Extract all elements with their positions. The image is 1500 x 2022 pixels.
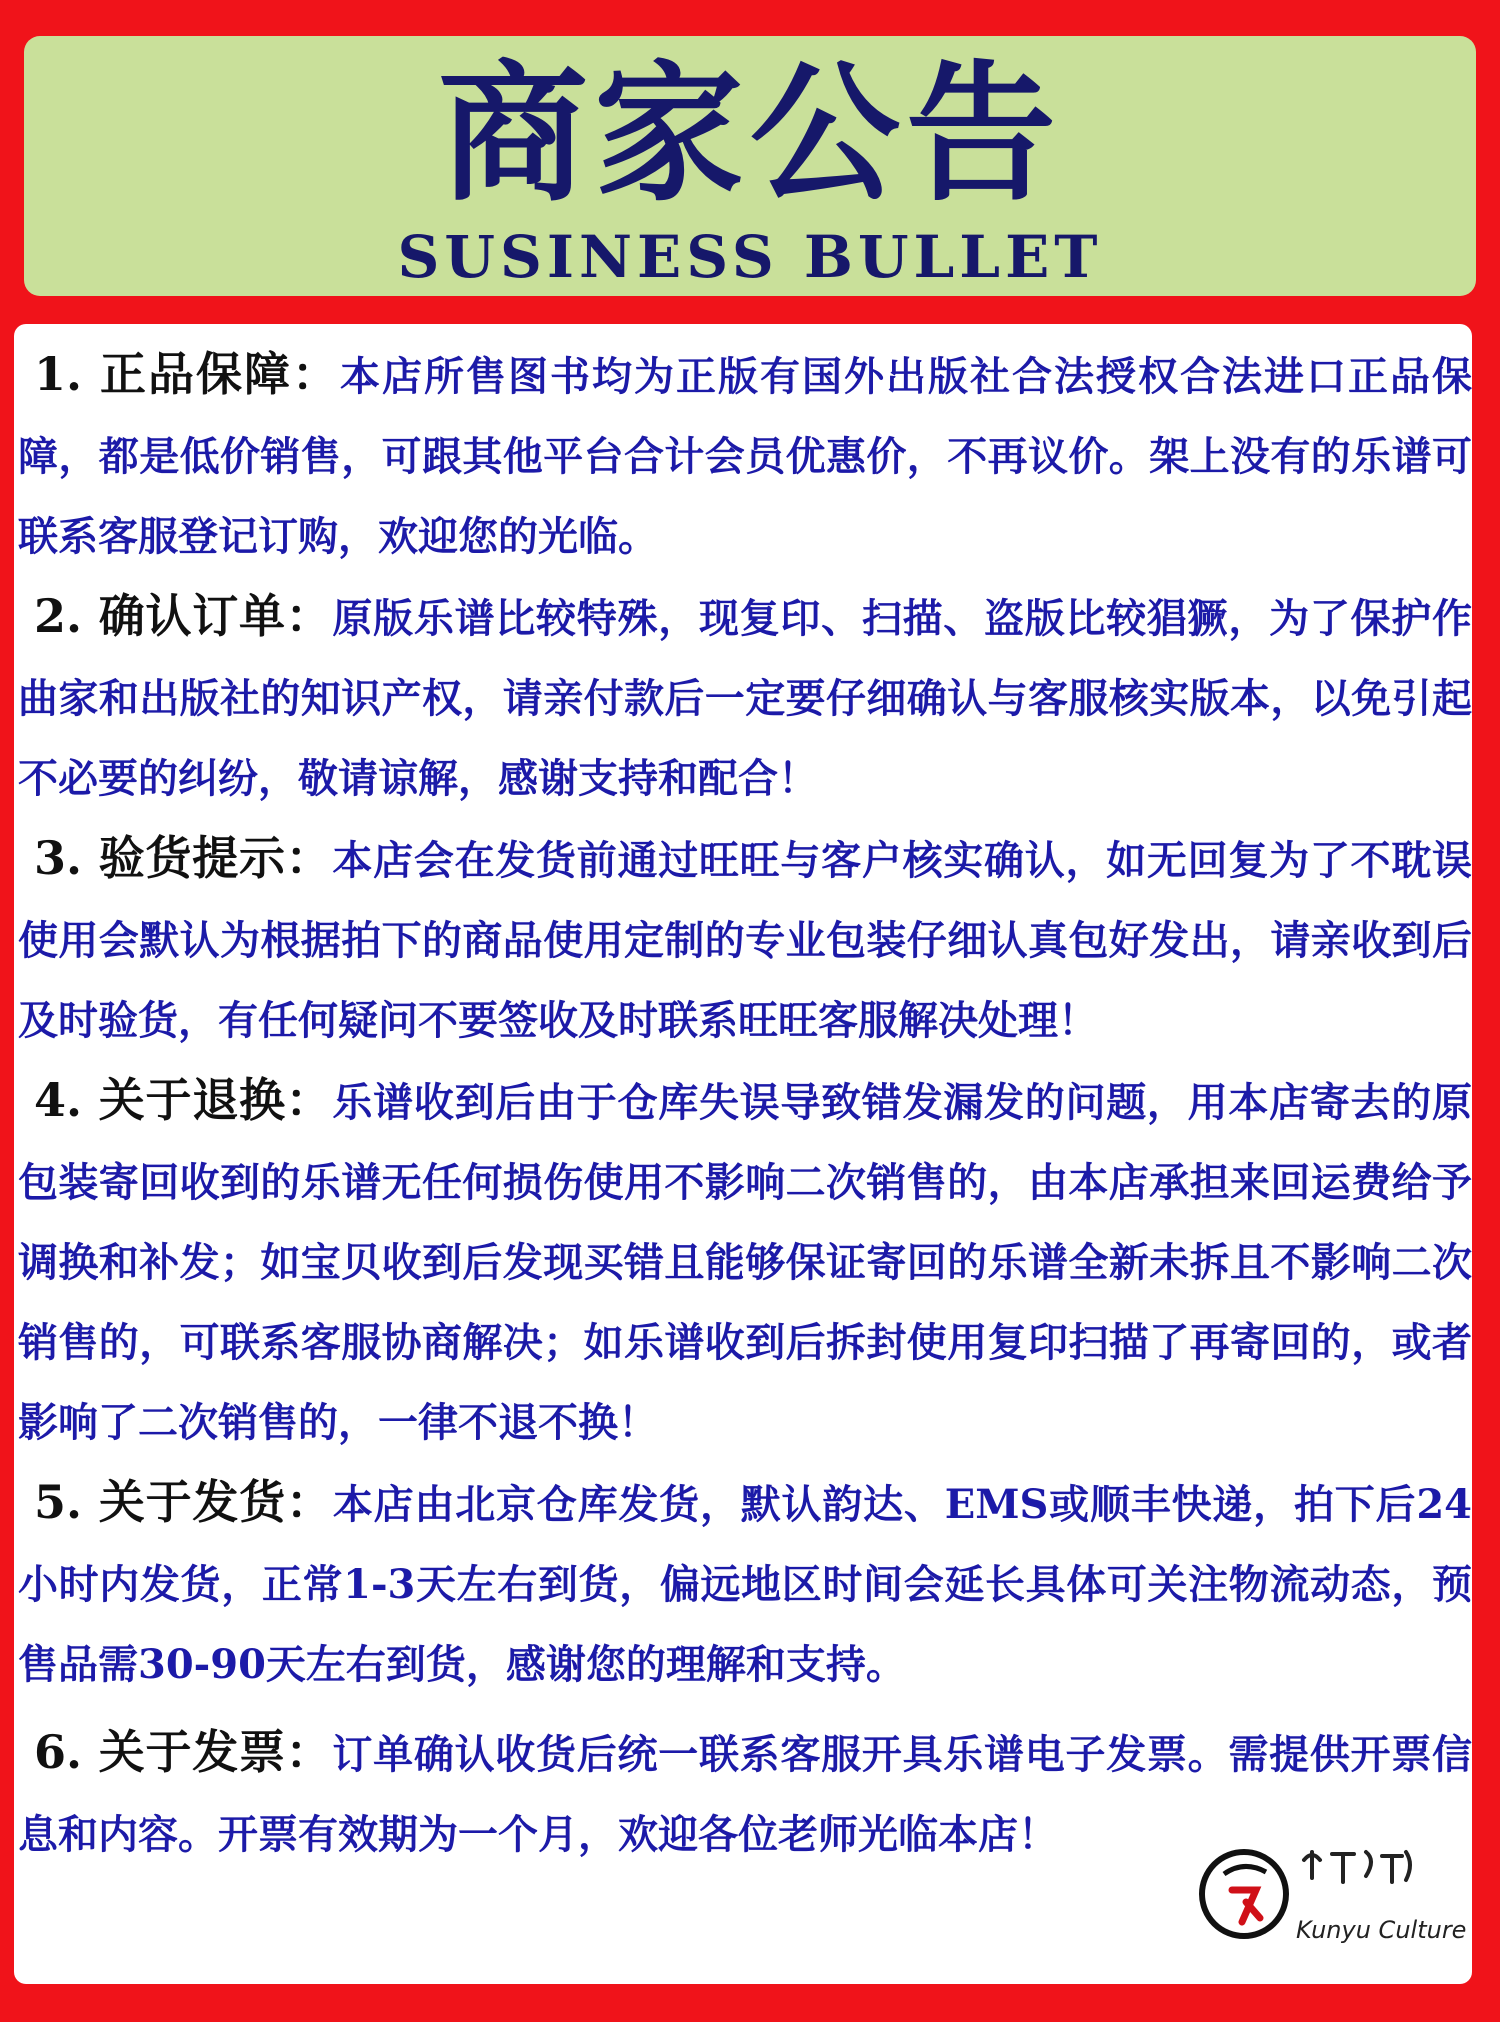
notice-item-1 — [18, 334, 1472, 577]
header-banner — [24, 36, 1476, 296]
notice-item-text: 本店所售图书均为正版有国外出版社合法授权合法进口正品保障，都是低价销售，可跟其他平台合计会员优惠价，不再议价。架上没有的乐谱可联系客服登记订购，欢迎您的光临。 — [18, 353, 1472, 560]
logo-calligraphy-icon — [1304, 1852, 1410, 1882]
notice-item-label: 3. 验货提示： — [34, 831, 333, 885]
kunyu-culture-logo — [1194, 1830, 1467, 1960]
page-subtitle: SUSINESS BULLET — [397, 223, 1103, 291]
notice-item-label: 4. 关于退换： — [34, 1073, 333, 1127]
notice-item-4 — [18, 1060, 1472, 1463]
notice-item-label: 6. 关于发票： — [34, 1725, 333, 1779]
notice-item-text: 原版乐谱比较特殊，现复印、扫描、盗版比较猖獗，为了保护作曲家和出版社的知识产权，请亲付款后一定要仔细确认与客服核实版本，以免引起不必要的纠纷，敬请谅解，感谢支持和配合！ — [18, 595, 1473, 802]
notice-panel — [14, 324, 1472, 1984]
logo-brand-text: Kunyu Culture — [1296, 1916, 1467, 1944]
notice-item-label: 1. 正品保障： — [34, 347, 341, 401]
notice-item-text: 本店会在发货前通过旺旺与客户核实确认，如无回复为了不耽误使用会默认为根据拍下的商品使用定制的专业包装仔细认真包好发出，请亲收到后及时验货，有任何疑问不要签收及时联系旺旺客服解决处理！ — [18, 837, 1473, 1044]
logo-figure-icon — [1232, 1890, 1260, 1922]
notice-item-5 — [18, 1462, 1472, 1705]
notice-item-2 — [18, 576, 1472, 819]
notice-item-label: 5. 关于发货： — [34, 1475, 333, 1529]
notice-item-3 — [18, 818, 1472, 1061]
page-title: 商家公告 — [437, 48, 1062, 222]
notice-item-text: 本店由北京仓库发货，默认韵达、EMS或顺丰快递，拍下后24小时内发货，正常1-3天左右到货，偏远地区时间会延长具体可关注物流动态，预售品需30-90天左右到货，感谢您的理解和支持。 — [18, 1481, 1472, 1688]
logo-brush-stroke-icon — [1224, 1866, 1266, 1874]
notice-item-label: 2. 确认订单： — [34, 589, 333, 643]
notice-item-text: 订单确认收货后统一联系客服开具乐谱电子发票。需提供开票信息和内容。开票有效期为一个月，欢迎各位老师光临本店！ — [18, 1731, 1473, 1858]
notice-item-text: 乐谱收到后由于仓库失误导致错发漏发的问题，用本店寄去的原包装寄回收到的乐谱无任何损伤使用不影响二次销售的，由本店承担来回运费给予调换和补发；如宝贝收到后发现买错且能够保证寄回的乐谱全新未拆且不影响二次销售的，可联系客服协商解决；如乐谱收到后拆封使用复印扫描了再寄回的，或者影响了二次销售的，一律不退不换！ — [18, 1079, 1473, 1446]
